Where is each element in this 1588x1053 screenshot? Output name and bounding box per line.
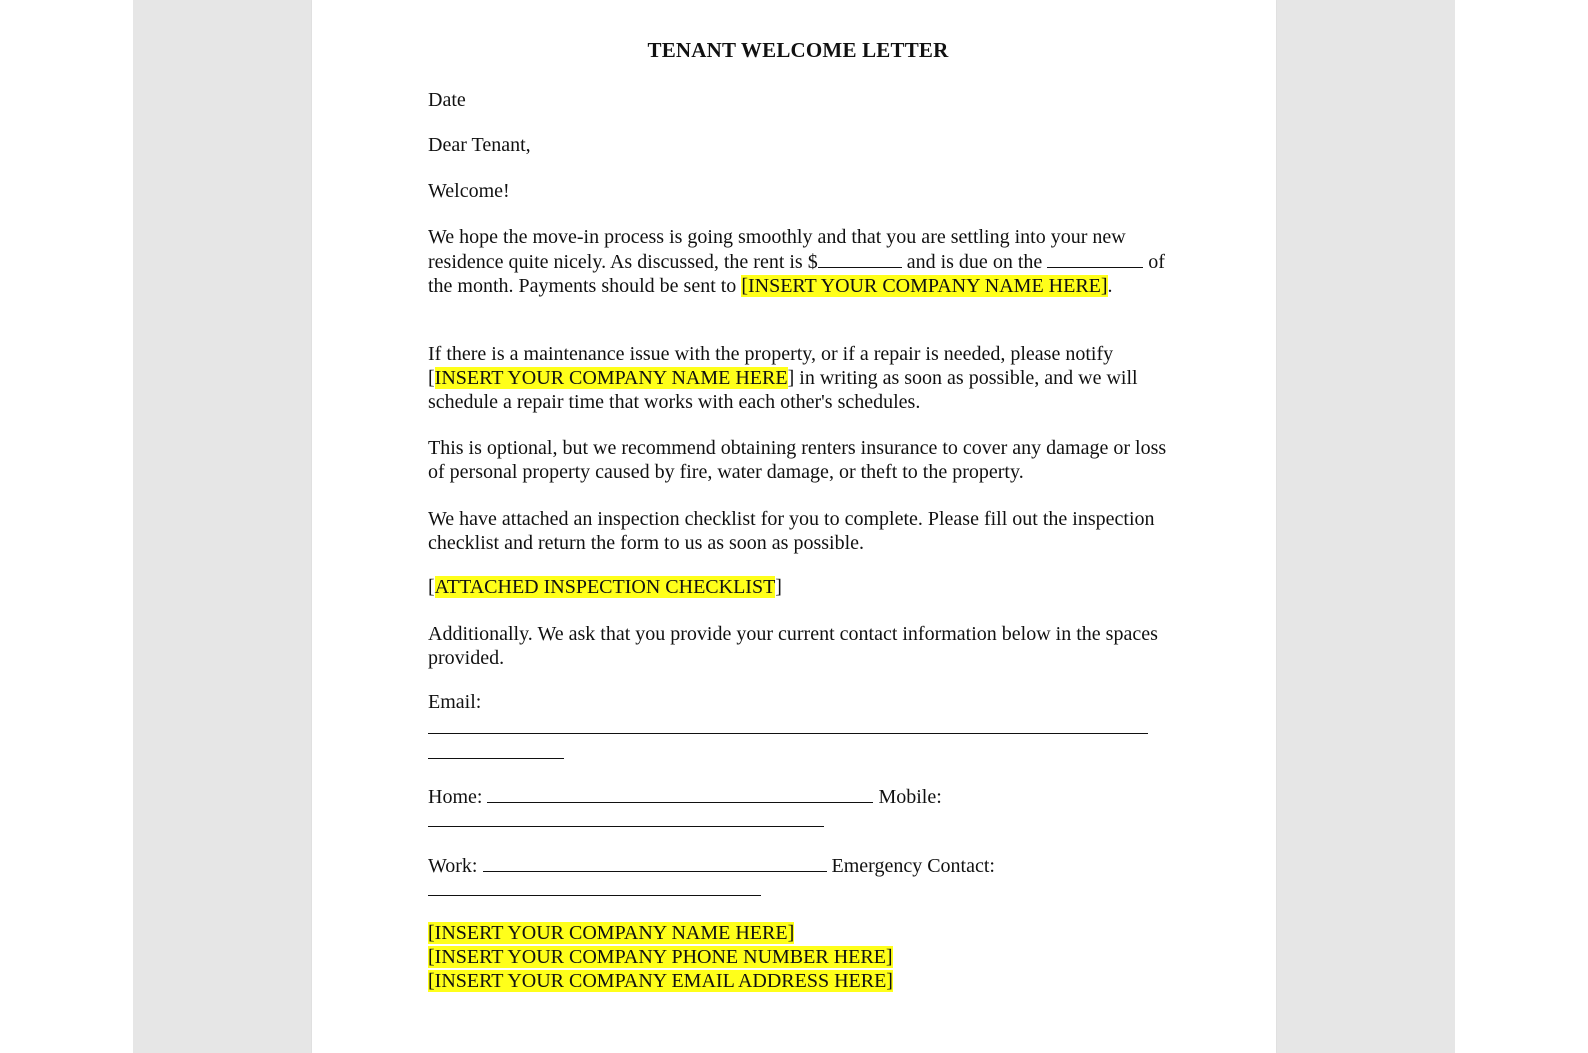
- due-day-blank: [1047, 249, 1143, 268]
- work-label: Work:: [428, 855, 478, 877]
- home-label: Home:: [428, 786, 483, 808]
- paragraph-insurance: This is optional, but we recommend obtaining renters insurance to cover any damage or loss of personal property caused by fire, water damage, or theft to the property.: [428, 437, 1167, 483]
- rent-amount-blank: [818, 249, 902, 268]
- paragraph-inspection: We have attached an inspection checklist for you to complete. Please fill out the inspection checklist and return the form to us as soon as possible.: [428, 508, 1155, 554]
- rent-text-end: .: [1107, 275, 1113, 297]
- paragraph-maintenance: [428, 342, 1168, 414]
- paragraph-rent: [428, 225, 1168, 298]
- bracket-open: [: [428, 576, 435, 598]
- email-line-1: [428, 733, 1148, 734]
- date-line: Date: [428, 89, 466, 111]
- signature-block: [428, 921, 1168, 993]
- signature-company-name: [INSERT YOUR COMPANY NAME HERE]: [428, 922, 795, 944]
- mobile-phone-line: [428, 826, 824, 827]
- work-emergency-row: [428, 853, 1168, 878]
- attached-checklist-placeholder: ATTACHED INSPECTION CHECKLIST: [434, 576, 776, 598]
- company-name-placeholder: [INSERT YOUR COMPANY NAME HERE]: [741, 275, 1108, 297]
- signature-company-phone: [INSERT YOUR COMPANY PHONE NUMBER HERE]: [428, 946, 893, 968]
- emergency-contact-line: [428, 895, 761, 896]
- mobile-label: Mobile:: [878, 786, 942, 808]
- rent-text-c: of the month. Payments should be sent to: [428, 251, 1165, 297]
- salutation: Dear Tenant,: [428, 134, 531, 156]
- welcome-line: Welcome!: [428, 180, 510, 202]
- attached-checklist-line: [428, 575, 1168, 599]
- maintenance-text-b: in writing as soon as possible, and we will schedule a repair time that works with each other's schedules.: [428, 367, 1138, 413]
- work-phone-blank: [483, 853, 827, 872]
- home-phone-blank: [487, 784, 873, 803]
- signature-company-email: [INSERT YOUR COMPANY EMAIL ADDRESS HERE]: [428, 970, 893, 992]
- email-label: Email:: [428, 691, 482, 713]
- letter-title: TENANT WELCOME LETTER: [647, 38, 949, 62]
- rent-text-b: and is due on the: [901, 251, 1048, 273]
- paragraph-contact-request: Additionally. We ask that you provide your current contact information below in the spaces provided.: [428, 623, 1158, 669]
- email-line-2: [428, 758, 564, 759]
- maintenance-text-a: If there is a maintenance issue with the property, or if a repair is needed, please notify: [428, 343, 1114, 365]
- emergency-contact-label: Emergency Contact:: [831, 855, 995, 877]
- rent-text-a: We hope the move-in process is going smoothly and that you are settling into your new residence quite nicely. As discussed, the rent is $: [428, 226, 1126, 273]
- bracket-open: [: [428, 367, 435, 389]
- bracket-close: ]: [787, 367, 795, 389]
- company-name-placeholder: INSERT YOUR COMPANY NAME HERE: [434, 367, 788, 389]
- bracket-close: ]: [775, 576, 782, 598]
- home-mobile-row: [428, 784, 1168, 809]
